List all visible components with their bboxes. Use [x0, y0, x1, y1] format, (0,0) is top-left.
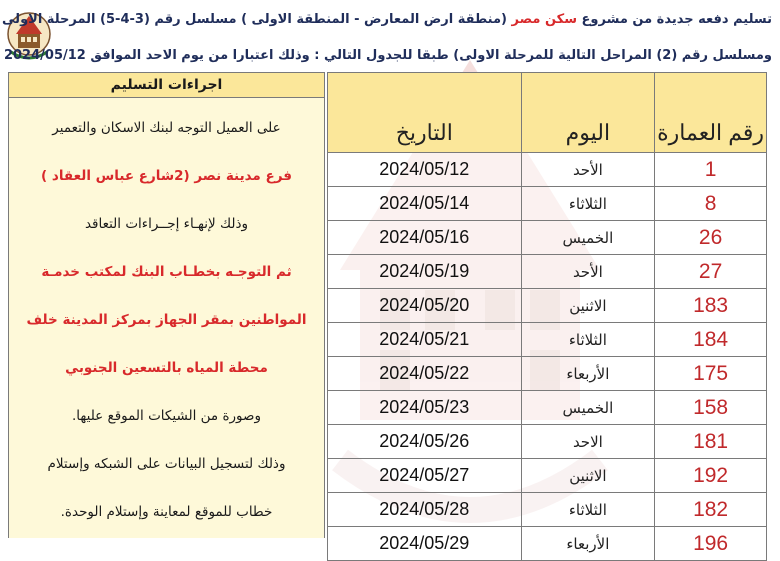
- delivery-date: 2024/05/21: [328, 323, 522, 357]
- building-number: 192: [655, 459, 767, 493]
- table-row: [328, 323, 767, 357]
- procedure-line: وذلك لإنهـاء إجــراءات التعاقد: [84, 216, 249, 232]
- delivery-day: الثلاثاء: [521, 493, 655, 527]
- table-row: [328, 459, 767, 493]
- delivery-day: الاثنين: [521, 459, 655, 493]
- table-row: [328, 357, 767, 391]
- header-title-project: سكن مصر: [511, 12, 578, 27]
- building-number: 1: [655, 153, 767, 187]
- delivery-date: 2024/05/29: [328, 527, 522, 561]
- delivery-date: 2024/05/20: [328, 289, 522, 323]
- table-row: [328, 425, 767, 459]
- table-header-row: [328, 73, 767, 153]
- procedure-line-highlight: ثم التوجـه بخطـاب البنك لمكتب خدمـة: [41, 264, 292, 280]
- delivery-schedule-table: [327, 72, 767, 561]
- delivery-day: الثلاثاء: [521, 323, 655, 357]
- delivery-date: 2024/05/12: [328, 153, 522, 187]
- table-row: [328, 391, 767, 425]
- building-number: 196: [655, 527, 767, 561]
- column-header-building: رقم العمارة: [655, 73, 767, 153]
- header-title-series: مسلسل رقم (3-4-5) المرحلة الاولى: [2, 12, 237, 27]
- table-row: [328, 187, 767, 221]
- procedure-line: وذلك لتسجيل البيانات على الشبكه وإستلام: [47, 456, 286, 472]
- building-number: 27: [655, 255, 767, 289]
- delivery-procedures-panel: [8, 72, 325, 538]
- delivery-day: الخميس: [521, 221, 655, 255]
- delivery-date: 2024/05/23: [328, 391, 522, 425]
- procedure-line-highlight: فرع مدينة نصر (2شارع عباس العقاد ): [41, 168, 292, 184]
- procedure-line: على العميل التوجه لبنك الاسكان والتعمير: [52, 120, 281, 136]
- building-number: 26: [655, 221, 767, 255]
- procedures-body: [9, 98, 324, 538]
- delivery-day: الاحد: [521, 425, 655, 459]
- header-title-zone: (منطقة ارض المعارض - المنطقة الاولى ): [241, 12, 507, 27]
- table-row: [328, 289, 767, 323]
- procedure-line: خطاب للموقع لمعاينة وإستلام الوحدة.: [60, 504, 273, 520]
- delivery-day: الأحد: [521, 255, 655, 289]
- delivery-date: 2024/05/27: [328, 459, 522, 493]
- delivery-day: الأربعاء: [521, 527, 655, 561]
- delivery-date: 2024/05/19: [328, 255, 522, 289]
- column-header-day: اليوم: [521, 73, 655, 153]
- column-header-date: التاريخ: [328, 73, 522, 153]
- table-row: [328, 527, 767, 561]
- table-row: [328, 255, 767, 289]
- building-number: 8: [655, 187, 767, 221]
- building-number: 158: [655, 391, 767, 425]
- delivery-date: 2024/05/14: [328, 187, 522, 221]
- delivery-day: الخميس: [521, 391, 655, 425]
- delivery-date: 2024/05/16: [328, 221, 522, 255]
- procedure-line-highlight: المواطنين بمقر الجهاز بمركز المدينة خلف: [26, 312, 307, 328]
- table-row: [328, 153, 767, 187]
- table-row: [328, 493, 767, 527]
- delivery-date: 2024/05/28: [328, 493, 522, 527]
- building-number: 183: [655, 289, 767, 323]
- procedure-line: وصورة من الشيكات الموقع عليها.: [72, 408, 261, 424]
- building-number: 181: [655, 425, 767, 459]
- delivery-day: الاثنين: [521, 289, 655, 323]
- building-number: 184: [655, 323, 767, 357]
- delivery-day: الأربعاء: [521, 357, 655, 391]
- delivery-date: 2024/05/26: [328, 425, 522, 459]
- procedures-title: اجراءات التسليم: [9, 73, 324, 98]
- delivery-day: الأحد: [521, 153, 655, 187]
- delivery-date: 2024/05/22: [328, 357, 522, 391]
- building-number: 182: [655, 493, 767, 527]
- procedure-line-highlight: محطة المياه بالتسعين الجنوبي: [65, 360, 268, 376]
- delivery-day: الثلاثاء: [521, 187, 655, 221]
- header-title-part1: تسليم دفعه جديدة من مشروع: [581, 12, 772, 27]
- table-row: [328, 221, 767, 255]
- building-number: 175: [655, 357, 767, 391]
- header-subtitle: ومسلسل رقم (2) المراحل التالية للمرحلة الاولى) طبقا للجدول التالي : وذلك اعتبارا من يوم الاحد الموافق 2024/05/12: [3, 48, 772, 63]
- header-title-line: [2, 12, 772, 27]
- page-header: [0, 6, 780, 70]
